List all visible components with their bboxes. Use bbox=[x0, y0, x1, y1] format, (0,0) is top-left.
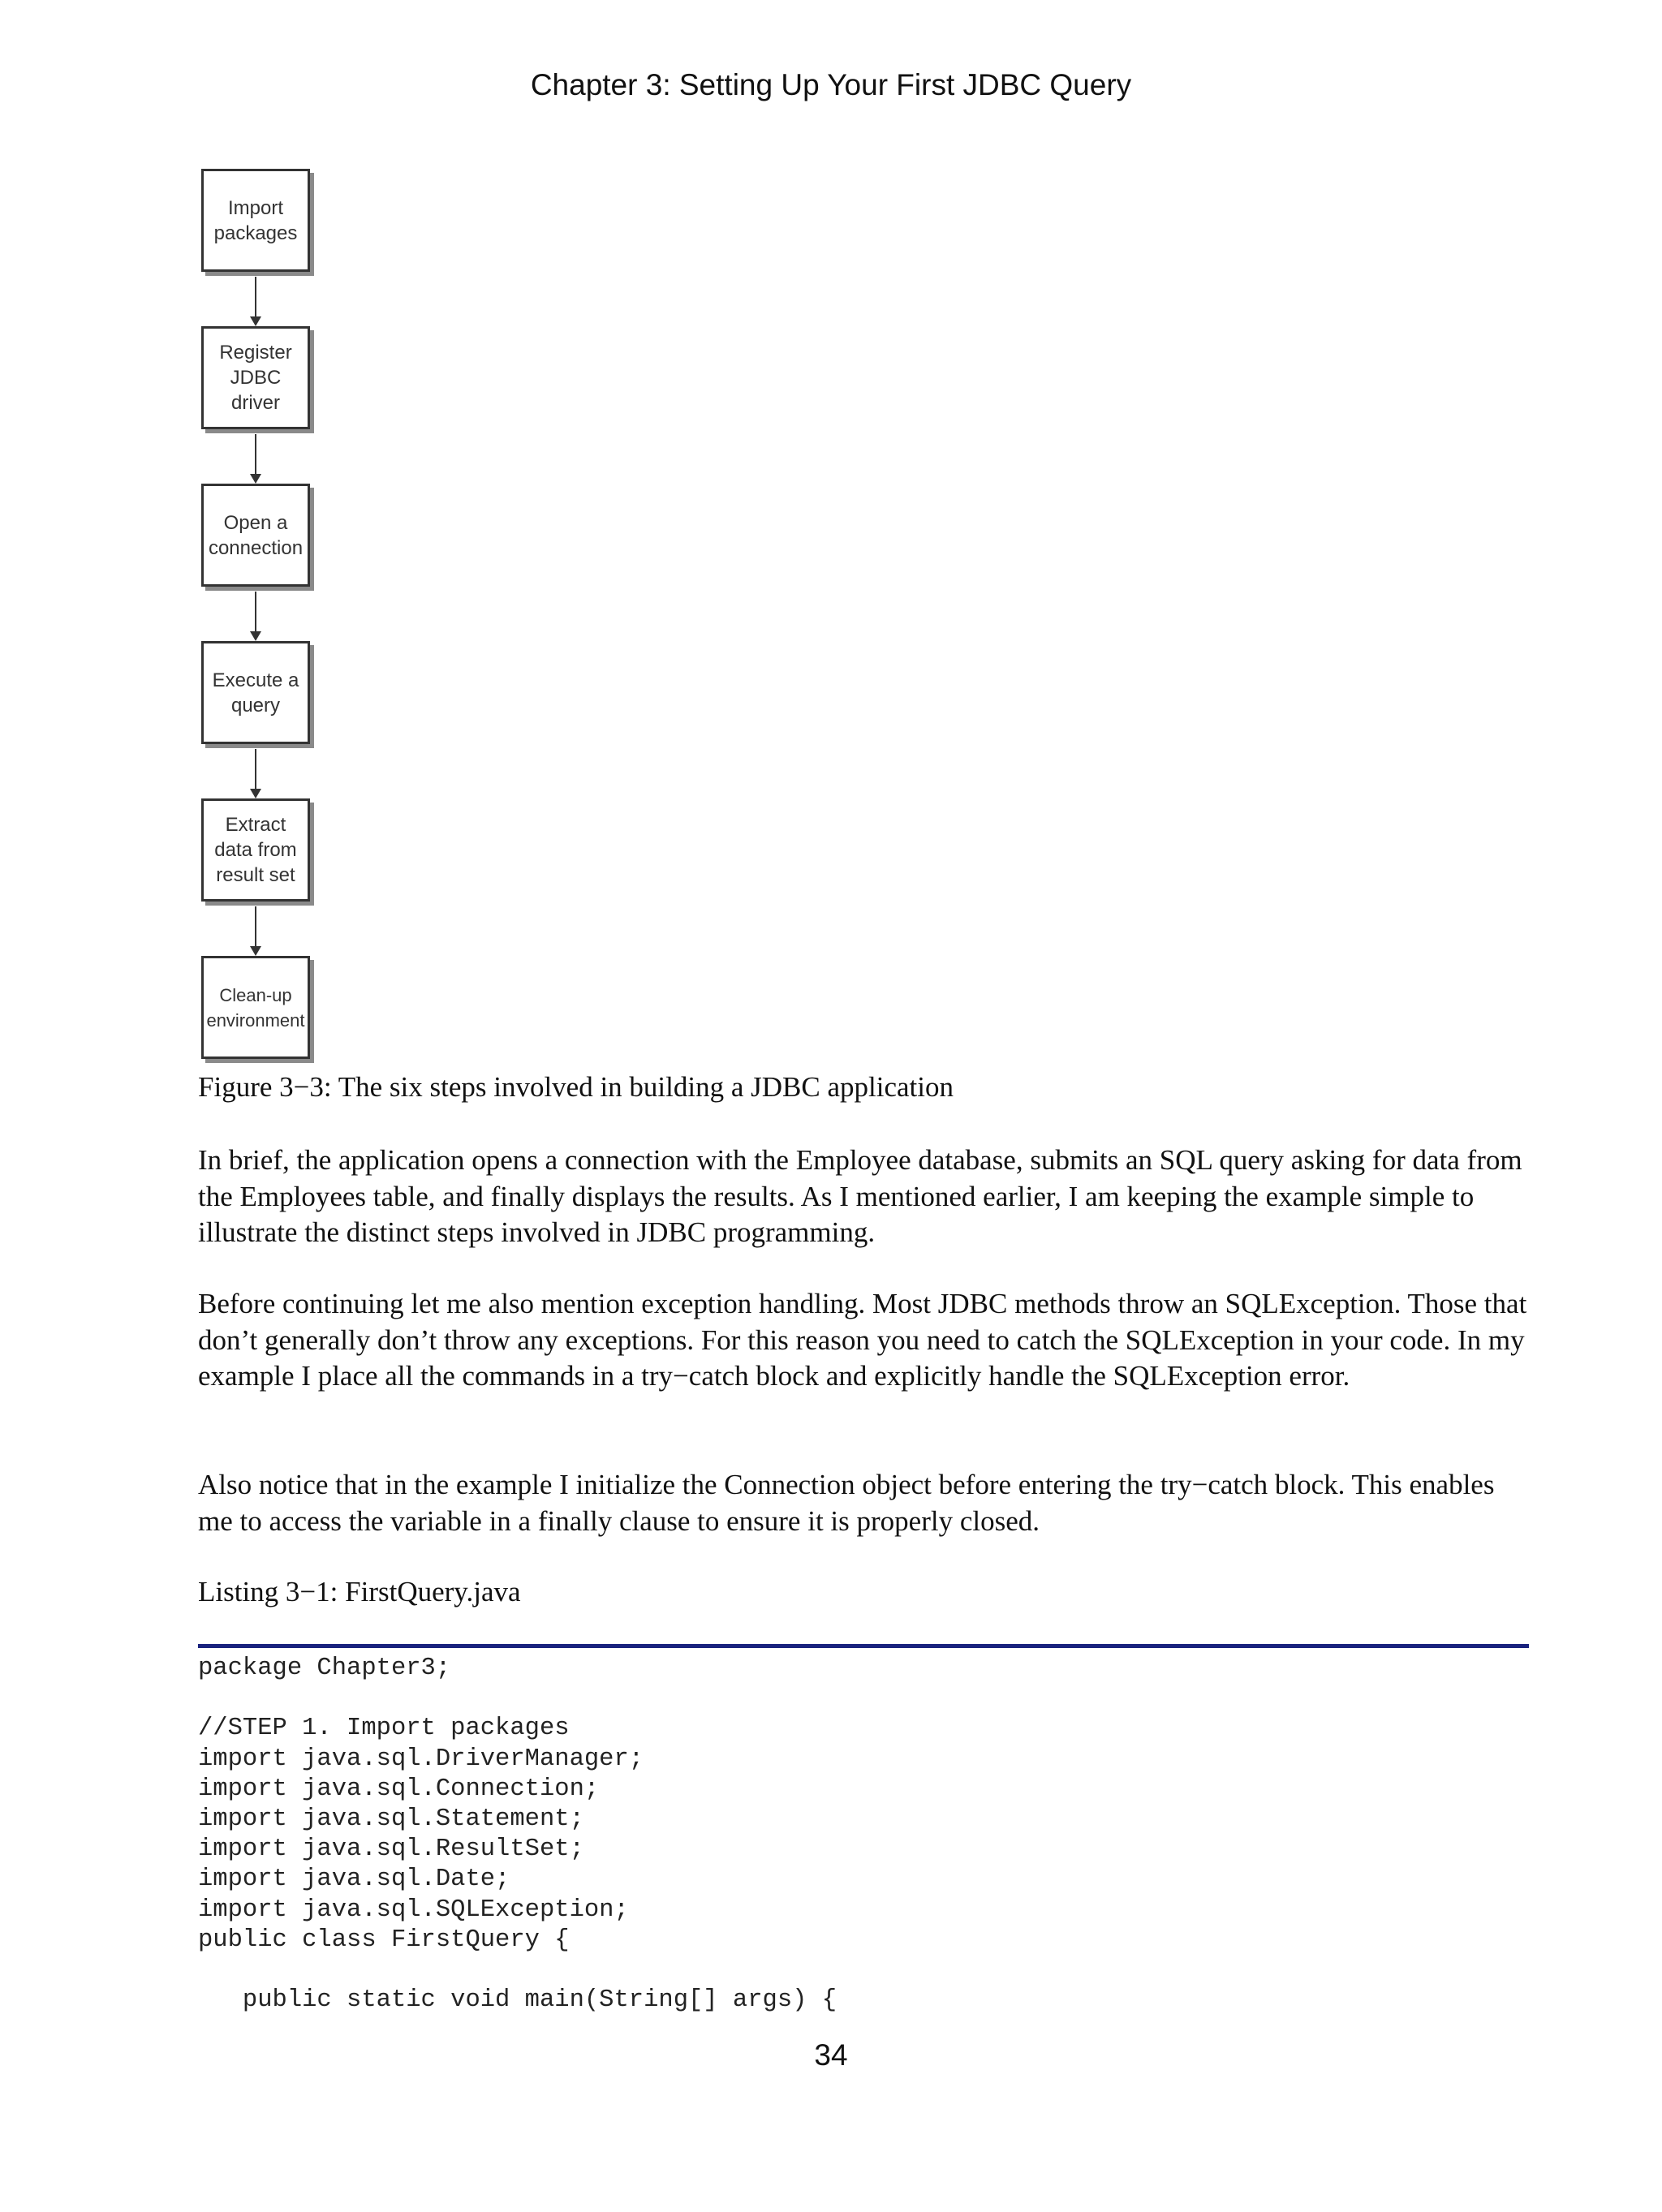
running-header: Chapter 3: Setting Up Your First JDBC Query bbox=[530, 68, 1132, 101]
flow-step-import-packages bbox=[201, 169, 310, 272]
code-line: //STEP 1. Import packages bbox=[198, 1715, 570, 1743]
flow-step-label: Extract data from result set bbox=[214, 814, 297, 886]
code-line: public static void main(String[] args) { bbox=[198, 1986, 837, 2015]
code-line bbox=[198, 1956, 1529, 1986]
flow-step-register-driver bbox=[201, 326, 310, 429]
flow-step-extract-data bbox=[201, 798, 310, 902]
code-line: import java.sql.ResultSet; bbox=[198, 1835, 584, 1864]
flow-step-label: Register JDBC driver bbox=[219, 342, 292, 414]
flow-step-execute-query bbox=[201, 641, 310, 744]
flow-arrow-down bbox=[255, 434, 256, 482]
page-number: 34 bbox=[814, 2038, 848, 2072]
flow-step-label: Open a connection bbox=[208, 511, 304, 559]
flow-step-label: Clean-up environment bbox=[206, 984, 305, 1031]
code-line: import java.sql.SQLException; bbox=[198, 1896, 629, 1924]
listing-rule bbox=[198, 1644, 1529, 1648]
code-line: import java.sql.Statement; bbox=[198, 1805, 584, 1833]
code-listing bbox=[198, 1654, 1529, 2016]
code-line: package Chapter3; bbox=[198, 1655, 451, 1682]
flow-arrow-down bbox=[255, 749, 256, 797]
code-line: import java.sql.Connection; bbox=[198, 1775, 600, 1803]
code-line: public class FirstQuery { bbox=[198, 1926, 570, 1954]
flow-step-label: Execute a query bbox=[212, 669, 299, 717]
flow-step-label: Import packages bbox=[213, 196, 298, 244]
body-paragraph: Before continuing let me also mention exception handling. Most JDBC methods throw an SQLException. Those that don’t generally don’t throw any exceptions. For this reason you need to catch the SQLException in your code. In my example I place all the commands in a try−catch block and explicitly handle the SQLException error. bbox=[198, 1288, 1527, 1392]
code-line: import java.sql.Date; bbox=[198, 1866, 510, 1894]
figure-caption: Figure 3−3: The six steps involved in building a JDBC application bbox=[198, 1071, 954, 1103]
body-paragraph: In brief, the application opens a connection with the Employee database, submits an SQL query asking for data from the Employees table, and finally displays the results. As I mentioned earlier, I am keeping the example simple to illustrate the distinct steps involved in JDBC programming. bbox=[198, 1144, 1522, 1248]
flow-arrow-down bbox=[255, 906, 256, 954]
flow-arrow-down bbox=[255, 277, 256, 325]
listing-title: Listing 3−1: FirstQuery.java bbox=[198, 1576, 521, 1607]
body-paragraph: Also notice that in the example I initialize the Connection object before entering the try−catch block. This enables me to access the variable in a finally clause to ensure it is properly closed. bbox=[198, 1469, 1495, 1537]
code-line: import java.sql.DriverManager; bbox=[198, 1745, 644, 1773]
code-line bbox=[198, 1684, 1529, 1714]
flow-step-clean-up bbox=[201, 956, 310, 1059]
flow-arrow-down bbox=[255, 592, 256, 639]
flow-step-open-connection bbox=[201, 484, 310, 587]
